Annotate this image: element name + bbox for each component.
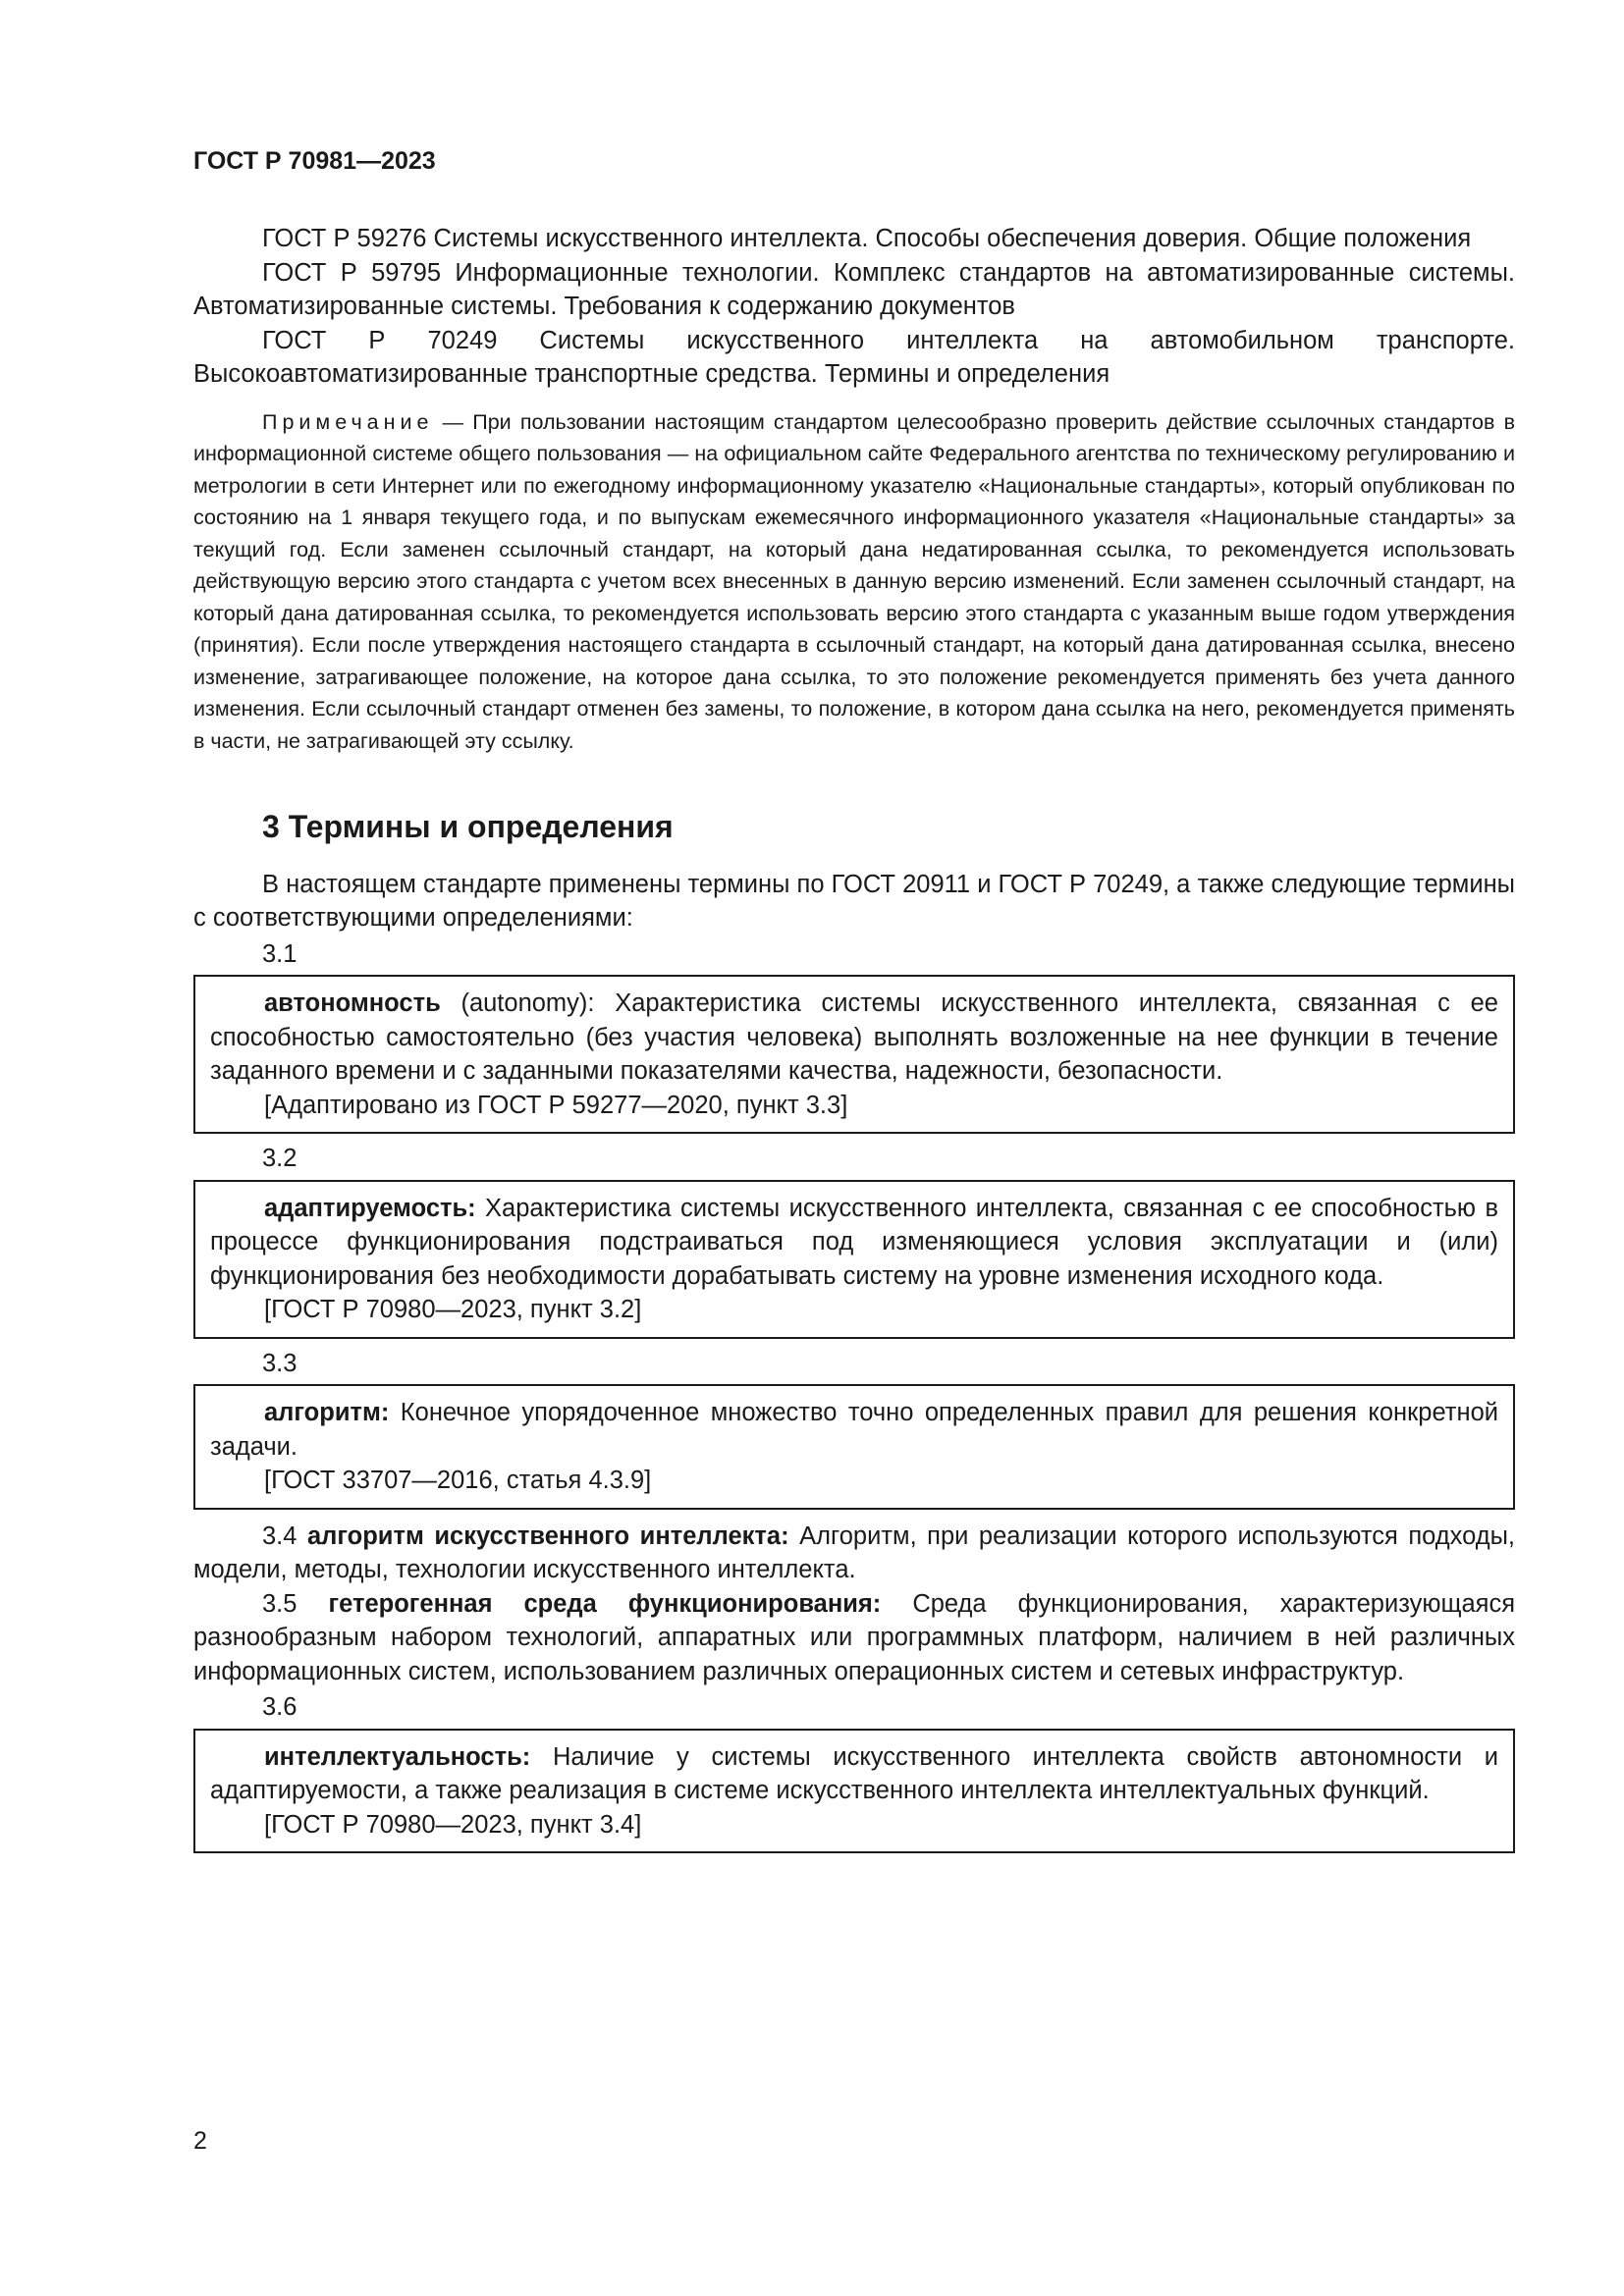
page-content [193,222,1515,1861]
reference-item: ГОСТ Р 59276 Системы искусственного интеллекта. Способы обеспечения доверия. Общие положения [262,225,1472,252]
page-number: 2 [193,2127,207,2155]
section-title: 3 Термины и определения [262,809,674,844]
reference-item: ГОСТ Р 70249 Системы искусственного интеллекта на автомобильном транспорте. Высокоавтоматизированные транспортные средства. Термины и определения [193,326,1515,388]
term-definition [210,987,1498,1089]
term-box [193,1384,1515,1510]
term-name: интеллектуальность: [264,1742,531,1771]
term-inline [193,1587,1515,1689]
term-inline [193,1520,1515,1587]
term-name: автономность [264,989,441,1017]
document-header: ГОСТ Р 70981—2023 [193,147,436,175]
note-label: Примечание [262,409,434,434]
reference-item: ГОСТ Р 59795 Информационные технологии. Комплекс стандартов на автоматизированные системы. Автоматизированные системы. Требования к содержанию документов [193,258,1515,320]
term-text: Среда функционирования, характеризующаяся разнообразным набором технологий, аппаратных или программных платформ, наличием в ней различных информационных систем, использованием различных операционных систем и сетевых инфраструктур. [193,1589,1516,1685]
term-number: 3.2 [262,1145,298,1172]
term-name: гетерогенная среда функционирования: [328,1589,882,1618]
term-english: (autonomy) [440,989,588,1017]
term-number: 3.1 [262,939,298,968]
term-number: 3.5 [262,1589,298,1618]
term-definition [210,1192,1498,1294]
term-box [193,975,1515,1134]
term-definition [210,1740,1498,1808]
term-box [193,1729,1515,1854]
term-source: [ГОСТ Р 70980—2023, пункт 3.4] [264,1810,642,1839]
term-number: 3.6 [262,1693,298,1721]
section-intro: В настоящем стандарте применены термины по ГОСТ 20911 и ГОСТ Р 70249, а также следующие термины с соответствующими определениями: [193,870,1515,932]
term-text: Алгоритм, при реализации которого используются подходы, модели, методы, технологии искусственного интеллекта. [193,1522,1516,1583]
term-name: алгоритм: [264,1399,390,1426]
term-source: [Адаптировано из ГОСТ Р 59277—2020, пункт 3.3] [264,1091,848,1119]
term-definition [210,1396,1498,1464]
term-name: адаптируемость: [264,1194,476,1222]
term-source: [ГОСТ Р 70980—2023, пункт 3.2] [264,1296,642,1323]
term-text: Конечное упорядоченное множество точно определенных правил для решения конкретной задачи. [210,1399,1498,1461]
term-source: [ГОСТ 33707—2016, статья 4.3.9] [264,1467,652,1494]
term-box [193,1180,1515,1339]
term-text: Наличие у системы искусственного интеллекта свойств автономности и адаптируемости, а также реализация в системе искусственного интеллекта интеллектуальных функций. [210,1742,1498,1804]
term-number: 3.4 [262,1522,298,1550]
term-number: 3.3 [262,1349,298,1377]
term-text: : Характеристика системы искусственного интеллекта, связанная с ее способностью самостоятельно (без участия человека) выполнять возложенные на нее функции в течение заданного времени и с заданными показателями качества, надежности, безопасности. [210,989,1498,1085]
note-paragraph [193,406,1515,758]
term-name: алгоритм искусственного интеллекта: [306,1522,789,1550]
term-text: Характеристика системы искусственного интеллекта, связанная с ее способностью в процессе функционирования подстраиваться под изменяющиеся условия эксплуатации и (или) функционирования без необходимости дорабатывать систему на уровне изменения исходного кода. [210,1194,1498,1290]
note-text: — При пользовании настоящим стандартом целесообразно проверить действие ссылочных стандартов в информационной системе общего пользования — на официальном сайте Федерального агентства по техническому регулированию и метрологии в сети Интернет или по ежегодному информационному указателю «Национальные стандарты», который опубликован по состоянию на 1 января текущего года, и по выпускам ежемесячного информационного указателя «Национальные стандарты» за текущий год. Если заменен ссылочный стандарт, на который дана недатированная ссылка, то рекомендуется использовать действующую версию этого стандарта с учетом всех внесенных в данную версию изменений. Если заменен ссылочный стандарт, на который дана датированная ссылка, то рекомендуется использовать версию этого стандарта с указанным выше годом утверждения (принятия). Если после утверждения настоящего стандарта в ссылочный стандарт, на который дана датированная ссылка, внесено изменение, затрагивающее положение, на которое дана ссылка, то это положение рекомендуется применять без учета данного изменения. Если ссылочный стандарт отменен без замены, то положение, в котором дана ссылка на него, рекомендуется применять в части, не затрагивающей эту ссылку. [193,409,1515,753]
